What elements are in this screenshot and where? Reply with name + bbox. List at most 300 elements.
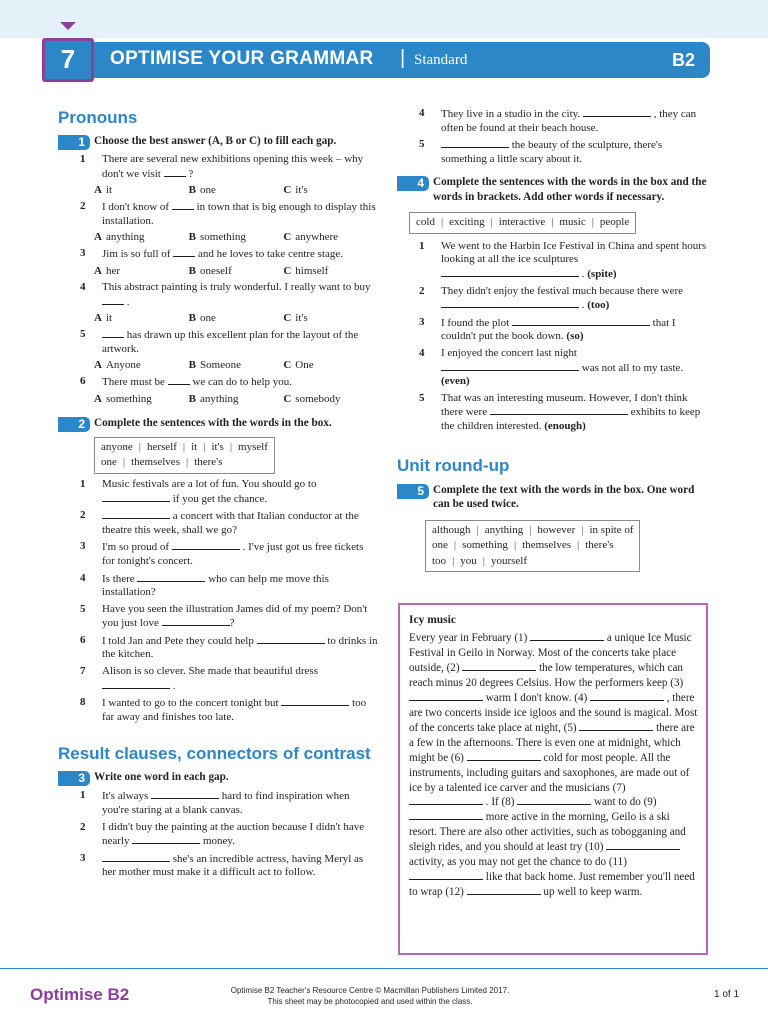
item-number: 3: [80, 247, 86, 260]
answer-gap[interactable]: [409, 691, 483, 701]
copyright-line: This sheet may be photocopied and used within the class.: [267, 996, 473, 1006]
answer-gap[interactable]: [462, 661, 536, 671]
item-text: [435, 285, 709, 313]
word-box-word: yourself: [490, 554, 528, 567]
answer-gap[interactable]: [467, 751, 541, 761]
answer-gap[interactable]: [409, 810, 483, 820]
answer-gap[interactable]: [512, 316, 650, 326]
text-fragment: we can do to help you.: [189, 376, 293, 389]
right-column: [397, 104, 709, 572]
answer-gap[interactable]: [467, 885, 541, 895]
exercise-item: [58, 665, 378, 693]
text-fragment: . If: [483, 796, 502, 809]
word-box-word: it's: [211, 440, 224, 453]
text-fragment: Every year in February: [409, 632, 515, 644]
answer-gap[interactable]: [132, 834, 200, 844]
exercise-item: [58, 153, 378, 181]
footer-brand: Optimise B2: [30, 985, 130, 1004]
answer-gap[interactable]: [102, 679, 170, 689]
word-separator: |: [185, 456, 189, 469]
answer-options: [58, 264, 378, 278]
page-subtitle: Standard: [414, 52, 468, 68]
exercise-item: [397, 107, 709, 135]
word-separator: |: [440, 216, 444, 229]
word-box-word: however: [537, 523, 576, 536]
word-box-word: something: [462, 539, 508, 552]
option-text: her: [105, 264, 120, 277]
answer-gap[interactable]: [168, 375, 190, 385]
page-title: OPTIMISE YOUR GRAMMAR: [110, 48, 374, 69]
option-letter: C: [283, 231, 292, 244]
word-box-row: [101, 440, 268, 456]
option-letter: C: [283, 184, 292, 197]
item-number: 3: [419, 315, 425, 328]
word-box-word: myself: [238, 440, 268, 453]
word-box-row: [432, 523, 633, 539]
answer-options: [58, 230, 378, 244]
text-fragment: I don't know of: [102, 201, 172, 214]
unit-number-badge: 7: [42, 38, 94, 82]
answer-option[interactable]: [94, 311, 189, 325]
header-strip: [0, 0, 768, 38]
text-fragment: the low temperatures, which can reach minus 20 degrees Celsius. How the performers keep: [409, 661, 683, 689]
item-text: [96, 328, 378, 356]
triangle-marker-icon: [60, 22, 76, 30]
answer-option[interactable]: [283, 264, 378, 278]
exercise-item: [58, 478, 378, 506]
answer-option[interactable]: [94, 392, 189, 406]
exercise-item: [58, 375, 378, 390]
text-fragment: that I couldn't put the book down.: [441, 316, 676, 343]
item-number: 2: [80, 509, 86, 522]
item-number: 5: [80, 328, 86, 341]
text-fragment: more active in the morning, Geilo is a ski resort. There are also other activities, such as tobogganing and sleigh rides, and you should at least try: [409, 811, 686, 854]
exercise-item: [58, 328, 378, 356]
item-text: [96, 634, 378, 662]
text-fragment: who can help me move this installation?: [102, 572, 329, 599]
answer-gap[interactable]: [606, 840, 680, 850]
word-box-word: one: [432, 539, 448, 552]
gap-number: (8): [501, 796, 515, 809]
answer-gap[interactable]: [530, 631, 604, 641]
item-number: 2: [419, 284, 425, 297]
page-number: 1 of 1: [714, 989, 740, 1000]
item-text: [96, 200, 378, 228]
text-fragment: There must be: [102, 376, 168, 389]
exercise-2-header: [58, 416, 378, 432]
exercise-item: [58, 200, 378, 228]
word-separator: |: [577, 539, 580, 552]
item-text: [435, 240, 709, 282]
word-separator: |: [453, 539, 457, 552]
text-fragment: the beauty of the sculpture, there's something a little scary about it.: [441, 139, 663, 165]
word-box-row: [432, 538, 633, 554]
option-letter: A: [94, 359, 102, 372]
answer-option[interactable]: [189, 230, 284, 244]
item-number: 1: [80, 789, 86, 802]
item-number: 5: [419, 391, 425, 404]
item-number: 7: [80, 665, 86, 678]
word-box-word: music: [559, 216, 586, 229]
option-text: himself: [295, 264, 329, 277]
level-label: B2: [672, 50, 696, 70]
text-fragment: Is there: [102, 572, 138, 585]
gap-number: (4): [574, 691, 588, 704]
word-separator: |: [591, 216, 594, 229]
word-box-word: one: [101, 456, 117, 469]
gap-number: (10): [584, 841, 604, 854]
item-number: 1: [80, 153, 86, 165]
answer-gap[interactable]: [409, 870, 483, 880]
footer-copyright: [210, 986, 530, 1007]
word-box-word: there's: [585, 539, 614, 552]
text-fragment: exhibits to keep the children interested.: [441, 406, 701, 432]
exercise-item: [58, 572, 378, 600]
bracket-word: (so): [566, 330, 584, 343]
answer-gap[interactable]: [102, 328, 124, 338]
text-fragment: There are several new exhibitions opening this week – why don't we visit: [102, 153, 364, 180]
text-fragment: she's an incredible actress, having Meryl as her mother must make it a difficult act to follow.: [102, 852, 364, 879]
answer-option[interactable]: [189, 358, 284, 372]
item-number: 1: [80, 477, 86, 490]
exercise-instruction: Write one word in each gap.: [94, 771, 229, 784]
gap-number: (3): [670, 676, 684, 689]
text-fragment: cold for most people. All the instruments, including guitars and saxophones, are made out of ice by a talented ice carver and the musicians: [409, 751, 690, 794]
option-text: it: [105, 184, 113, 197]
answer-gap[interactable]: [257, 634, 325, 644]
item-number: 5: [80, 602, 86, 615]
option-letter: C: [283, 312, 292, 325]
text-fragment: I told Jan and Pete they could help: [102, 634, 257, 647]
answer-option[interactable]: [189, 183, 284, 197]
item-number: 1: [419, 239, 425, 252]
word-box-word: people: [599, 216, 630, 229]
word-box-word: anyone: [101, 440, 133, 453]
text-fragment: was not all to my taste.: [579, 361, 684, 374]
item-number: 4: [80, 571, 86, 584]
text-fragment: Music festivals are a lot of fun. You should go to: [102, 477, 317, 490]
answer-option[interactable]: [283, 230, 378, 244]
word-separator: |: [490, 216, 493, 229]
word-box: [409, 212, 636, 234]
option-text: somebody: [295, 392, 341, 405]
word-separator: |: [513, 539, 517, 552]
reading-text-title: Icy music: [409, 614, 456, 626]
option-text: oneself: [200, 264, 232, 277]
exercise-number-badge: 4: [397, 176, 429, 191]
exercise-item: [397, 392, 709, 434]
item-number: 6: [80, 633, 86, 646]
section-title-pronouns: Pronouns: [58, 108, 138, 127]
answer-option[interactable]: [283, 392, 378, 406]
exercise-item: [58, 789, 378, 817]
reading-text-box: [398, 603, 708, 955]
item-number: 3: [80, 540, 86, 553]
option-text: one: [200, 312, 216, 325]
reading-text-body: [409, 631, 698, 900]
exercise-number-badge: 1: [58, 135, 90, 150]
word-box-word: it: [191, 440, 198, 453]
text-fragment: .: [124, 295, 130, 308]
option-text: it's: [295, 184, 308, 197]
text-fragment: Alison is so clever. She made that beautiful dress: [102, 665, 318, 678]
word-box-word: interactive: [498, 216, 546, 229]
text-fragment: .: [170, 679, 176, 692]
text-fragment: ?: [229, 617, 235, 630]
item-text: [96, 603, 378, 631]
answer-gap[interactable]: [172, 200, 194, 210]
option-letter: B: [188, 359, 197, 372]
item-text: [96, 478, 378, 506]
text-fragment: like that back home. Just remember you'll need to wrap: [409, 871, 695, 899]
answer-options: [58, 183, 378, 197]
answer-gap[interactable]: [173, 247, 195, 257]
option-letter: A: [94, 231, 102, 244]
answer-gap[interactable]: [102, 295, 124, 305]
word-box: [425, 520, 640, 573]
exercise-number-badge: 3: [58, 771, 90, 786]
text-fragment: It's always: [102, 790, 152, 803]
text-fragment: They live in a studio in the city.: [441, 108, 583, 120]
text-fragment: Jim is so full of: [102, 248, 174, 261]
option-letter: A: [94, 264, 102, 277]
text-fragment: hard to find inspiration when you're staring at a blank canvas.: [102, 790, 350, 817]
text-fragment: I enjoyed the concert last night: [441, 347, 577, 360]
item-text: [96, 375, 378, 390]
option-text: it's: [295, 312, 308, 325]
word-box-word: there's: [194, 456, 223, 469]
exercise-item: [58, 696, 378, 724]
text-fragment: money.: [200, 835, 235, 848]
exercise-item: [397, 138, 709, 166]
text-fragment: I wanted to go to the concert tonight but: [102, 697, 282, 710]
text-fragment: Have you seen the illustration James did of my poem? Don't you just love: [102, 602, 368, 630]
item-text: [96, 572, 378, 600]
exercise-item: [58, 509, 378, 537]
option-text: something: [105, 392, 152, 405]
exercise-item: [397, 316, 709, 344]
word-box-word: you: [460, 554, 477, 567]
exercise-5-header: [397, 483, 709, 512]
text-fragment: to drinks in the kitchen.: [102, 634, 378, 661]
word-box-word: cold: [416, 216, 435, 229]
answer-option[interactable]: [283, 358, 378, 372]
exercise-number-badge: 5: [397, 484, 429, 499]
exercise-1-header: [58, 134, 378, 150]
answer-option[interactable]: [283, 183, 378, 197]
exercise-1-items: [58, 153, 378, 406]
exercise-instruction: Complete the sentences with the words in the box and the words in brackets. Add other words if necessary.: [433, 176, 707, 203]
option-letter: A: [94, 392, 102, 405]
text-fragment: I found the plot: [441, 316, 512, 329]
item-text: [96, 540, 378, 568]
exercise-item: [58, 634, 378, 662]
exercise-instruction: Complete the text with the words in the box. One word can be used twice.: [433, 483, 695, 511]
word-separator: |: [182, 440, 186, 453]
text-fragment: That was an interesting museum. However, I don't think there were: [441, 391, 688, 419]
text-fragment: want to do: [591, 796, 644, 809]
answer-options: [58, 392, 378, 406]
item-text: [435, 316, 709, 344]
answer-option[interactable]: [94, 264, 189, 278]
item-text: [435, 392, 709, 434]
item-text: [96, 789, 378, 817]
item-text: [96, 696, 378, 724]
item-number: 4: [80, 280, 86, 293]
text-fragment: and he loves to take centre stage.: [195, 248, 344, 261]
gap-number: (6): [450, 751, 464, 764]
option-letter: B: [188, 184, 197, 197]
gap-number: (12): [445, 886, 464, 899]
bracket-word: (too): [587, 299, 610, 312]
gap-number: (1): [514, 632, 528, 644]
text-fragment: a unique Ice Music Festival in Geilo in Norway. Most of the concerts take place outside,: [409, 632, 692, 674]
word-box-word: too: [432, 554, 447, 567]
word-box-word: themselves: [522, 539, 572, 552]
answer-gap[interactable]: [441, 298, 579, 308]
item-number: 3: [80, 851, 86, 864]
item-text: [96, 153, 378, 181]
exercise-instruction: Choose the best answer (A, B or C) to fill each gap.: [94, 135, 337, 147]
option-letter: C: [283, 264, 292, 277]
option-letter: B: [188, 312, 197, 325]
bracket-word: (even): [441, 375, 470, 388]
text-fragment: , they can often be found at their beach house.: [441, 108, 697, 134]
answer-option[interactable]: [94, 183, 189, 197]
answer-option[interactable]: [283, 311, 378, 325]
exercise-item: [58, 247, 378, 262]
footer-divider: [0, 968, 768, 969]
answer-gap[interactable]: [490, 405, 628, 415]
exercise-item: [397, 285, 709, 313]
option-letter: B: [188, 231, 197, 244]
text-fragment: They didn't enjoy the festival much because there were: [441, 284, 684, 297]
answer-gap[interactable]: [583, 107, 651, 117]
exercise-item: [58, 852, 378, 880]
exercise-item: [58, 540, 378, 568]
option-letter: B: [188, 392, 197, 405]
section-title-result-clauses: Result clauses, connectors of contrast: [58, 744, 371, 764]
answer-gap[interactable]: [281, 696, 349, 706]
word-box-row: [432, 554, 633, 570]
exercise-instruction: Complete the sentences with the words in the box.: [94, 416, 332, 429]
word-box-word: themselves: [131, 456, 180, 469]
word-box-word: herself: [146, 440, 177, 453]
text-fragment: ?: [185, 167, 194, 180]
word-separator: |: [476, 523, 479, 536]
answer-gap[interactable]: [517, 795, 591, 805]
word-box-word: in spite of: [589, 523, 634, 536]
option-text: something: [200, 231, 246, 244]
answer-gap[interactable]: [409, 795, 483, 805]
gap-number: (7): [612, 781, 626, 794]
exercise-item: [397, 240, 709, 282]
title-separator: |: [400, 47, 406, 69]
exercise-4-header: [397, 175, 709, 204]
answer-gap[interactable]: [102, 492, 170, 502]
answer-gap[interactable]: [164, 167, 186, 177]
option-text: anywhere: [295, 231, 339, 244]
text-fragment: .: [579, 299, 588, 312]
left-column: [58, 100, 378, 880]
bracket-word: (enough): [544, 420, 586, 432]
text-fragment: if you get the chance.: [170, 492, 268, 505]
item-text: [96, 665, 378, 693]
answer-option[interactable]: [94, 230, 189, 244]
word-separator: |: [203, 440, 206, 453]
option-text: one: [200, 184, 216, 197]
answer-gap[interactable]: [441, 361, 579, 371]
answer-option[interactable]: [189, 392, 284, 406]
exercise-3-items: [58, 789, 378, 880]
gap-number: (5): [563, 721, 577, 734]
copyright-line: Optimise B2 Teacher's Resource Centre © Macmillan Publishers Limited 2017.: [230, 986, 510, 995]
item-text: [435, 138, 709, 166]
exercise-item: [58, 821, 378, 849]
answer-gap[interactable]: [162, 616, 230, 626]
word-box-word: although: [432, 523, 471, 536]
option-text: anything: [200, 392, 239, 405]
exercise-4-items: [397, 240, 709, 434]
answer-gap[interactable]: [172, 540, 240, 550]
answer-option[interactable]: [189, 264, 284, 278]
answer-gap[interactable]: [137, 572, 205, 582]
answer-gap[interactable]: [441, 267, 579, 277]
word-separator: |: [529, 523, 532, 536]
item-number: 5: [419, 138, 425, 151]
text-fragment: . I've just got us free tickets for tonight's concert.: [102, 541, 364, 567]
word-separator: |: [581, 523, 584, 536]
exercise-3-header: [58, 770, 378, 786]
gap-number: (9): [643, 796, 657, 809]
text-fragment: has drawn up this excellent plan for the layout of the artwork.: [102, 329, 359, 355]
text-fragment: .: [579, 268, 588, 281]
word-separator: |: [138, 440, 141, 453]
text-fragment: too far away and finishes too late.: [102, 697, 367, 723]
word-box: [94, 437, 275, 474]
word-separator: |: [452, 554, 455, 567]
word-box-row: [101, 455, 268, 471]
gap-number: (2): [446, 661, 460, 674]
option-text: anything: [105, 231, 145, 244]
text-fragment: there are a few in the afternoons. There is even one at midnight, which might be: [409, 721, 695, 764]
answer-option[interactable]: [189, 311, 284, 325]
option-text: Anyone: [105, 359, 141, 372]
option-letter: C: [283, 392, 292, 405]
text-fragment: a concert with that Italian conductor at the theatre this week, shall we go?: [102, 510, 359, 536]
item-text: [96, 509, 378, 537]
answer-option[interactable]: [94, 358, 189, 372]
answer-gap[interactable]: [102, 852, 170, 862]
option-text: One: [295, 359, 314, 372]
answer-gap[interactable]: [441, 138, 509, 148]
answer-gap[interactable]: [102, 509, 170, 519]
answer-gap[interactable]: [590, 691, 664, 701]
text-fragment: We went to the Harbin Ice Festival in China and spent hours looking at all the ice sculptures: [441, 239, 707, 266]
text-fragment: I didn't buy the painting at the auction because I didn't have nearly: [102, 820, 365, 848]
bracket-word: (spite): [587, 268, 617, 281]
answer-gap[interactable]: [579, 721, 653, 731]
word-separator: |: [482, 554, 485, 567]
answer-gap[interactable]: [151, 789, 219, 799]
text-fragment: in town that is big enough to display this installation.: [102, 201, 376, 227]
answer-options: [58, 311, 378, 325]
exercise-item: [58, 281, 378, 309]
exercise-item: [58, 603, 378, 631]
exercise-number-badge: 2: [58, 417, 90, 432]
item-text: [435, 347, 709, 389]
option-text: it: [105, 312, 113, 325]
